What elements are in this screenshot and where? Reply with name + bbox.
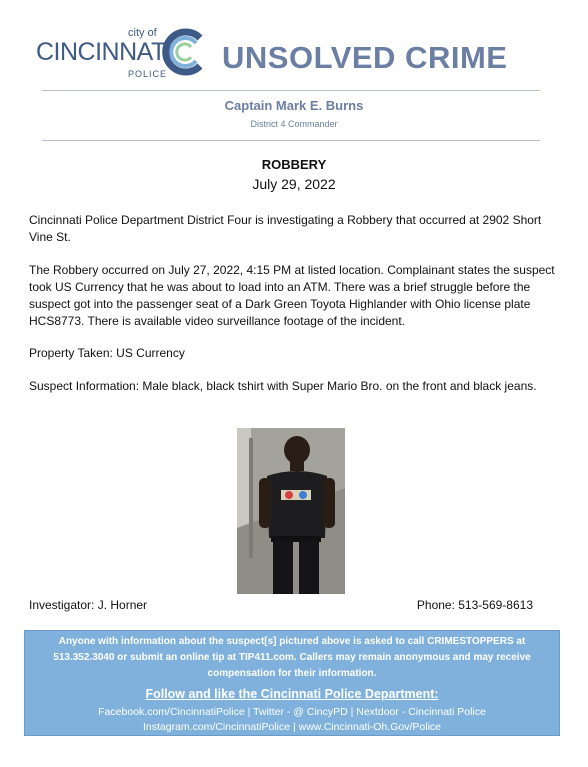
crime-date: July 29, 2022 bbox=[252, 176, 336, 192]
logo-police-text: POLICE bbox=[128, 69, 168, 79]
commander-title: District 4 Commander bbox=[250, 119, 338, 129]
logo-c-emblem-icon bbox=[160, 26, 208, 78]
header-divider bbox=[42, 140, 540, 141]
page-title: UNSOLVED CRIME bbox=[222, 40, 508, 75]
suspect-information: Suspect Information: Male black, black tshirt with Super Mario Bro. on the front and black jeans. bbox=[29, 379, 537, 393]
crimestoppers-banner bbox=[24, 630, 560, 736]
social-links-line-1[interactable]: Facebook.com/CincinnatiPolice | Twitter - @ CincyPD | Nextdoor - Cincinnati Police bbox=[98, 706, 486, 718]
intro-paragraph: Cincinnati Police Department District Four is investigating a Robbery that occurred at 2902 Short Vine St. bbox=[29, 213, 542, 244]
property-taken: Property Taken: US Currency bbox=[29, 346, 185, 360]
investigator-name: Investigator: J. Horner bbox=[29, 598, 148, 612]
follow-heading: Follow and like the Cincinnati Police Department: bbox=[145, 687, 439, 701]
social-links-line-2[interactable]: Instagram.com/CincinnatiPolice | www.Cincinnati-Oh.Gov/Police bbox=[142, 721, 441, 733]
logo-city-name: CINCINNATI bbox=[36, 38, 173, 66]
suspect-photo bbox=[237, 428, 345, 594]
logo-city-of: city of bbox=[128, 27, 157, 39]
commander-name: Captain Mark E. Burns bbox=[224, 98, 364, 113]
tip-instructions: Anyone with information about the suspect[s] pictured above is asked to call CRIMESTOPPERS at 513.352.3040 or submit an online tip at TIP411.com. Callers may remain anonymous and may receive compensation for their information. bbox=[53, 636, 531, 679]
social-links bbox=[25, 705, 559, 735]
details-paragraph: The Robbery occurred on July 27, 2022, 4:15 PM at listed location. Complainant states the suspect took US Currency that he was about to load into an ATM. There was a brief struggle before the suspect got into the passenger seat of a Dark Green Toyota Highlander with Ohio license plate HCS8773. There is available video surveillance footage of the incident. bbox=[29, 263, 555, 328]
crime-type: ROBBERY bbox=[261, 157, 327, 172]
phone-number: Phone: 513-569-8613 bbox=[416, 598, 533, 612]
top-divider bbox=[42, 90, 540, 91]
cincinnati-police-logo bbox=[36, 24, 208, 82]
